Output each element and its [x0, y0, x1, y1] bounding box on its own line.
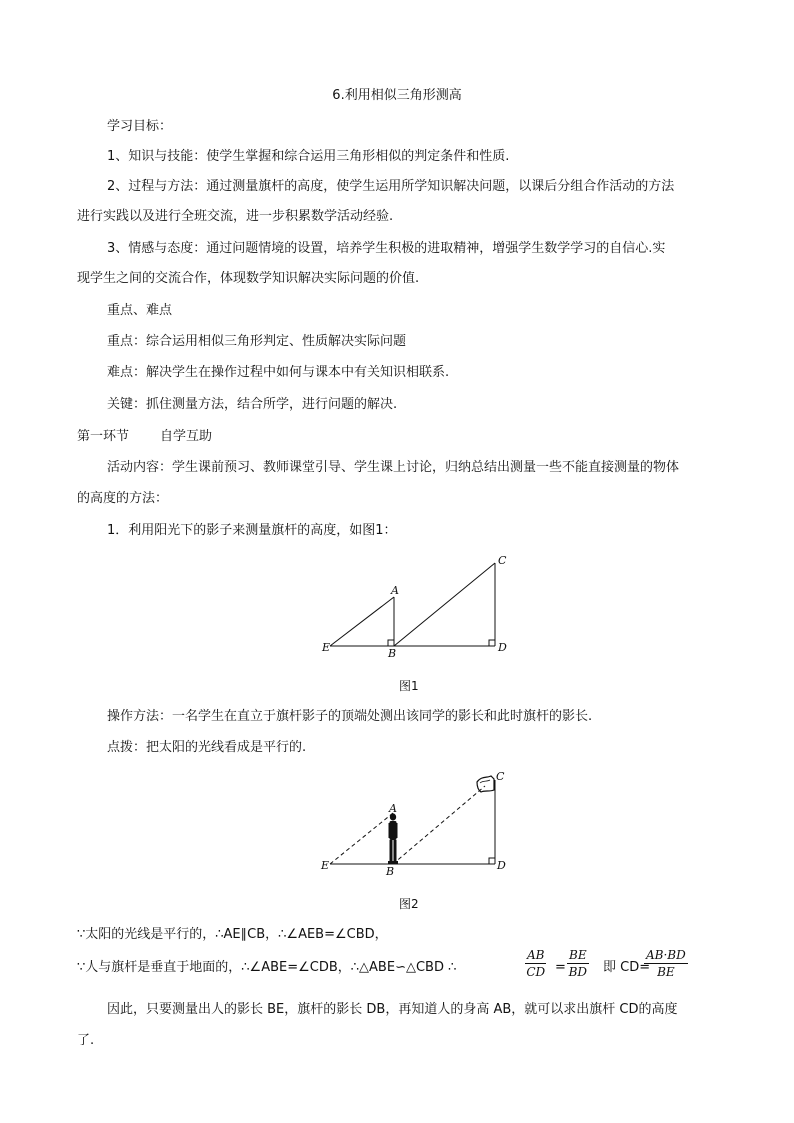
fraction-3-numerator: AB·BD — [646, 948, 686, 962]
right-angle-mark-D — [489, 858, 495, 864]
operation-method: 操作方法：一名学生在直立于旗杆影子的顶端处测出该同学的影长和此时旗杆的影长. — [107, 709, 593, 724]
segment-EA — [330, 597, 394, 646]
point-label-A: A — [391, 584, 399, 597]
point-label-C: C — [498, 554, 507, 567]
objective-item-3-line-1: 3、情感与态度：通过问题情境的设置，培养学生积极的进取精神，增强学生数学学习的自信心.实 — [107, 241, 666, 256]
point-label-A: A — [389, 802, 397, 815]
activity-line-2: 的高度的方法： — [77, 491, 169, 506]
conclusion-line-1: 因此，只要测量出人的影长 BE，旗杆的影长 DB，再知道人的身高 AB，就可以求出旗杆 CD的高度 — [107, 1002, 678, 1017]
fraction-cd-result — [644, 947, 688, 980]
sun-ray-BC — [393, 786, 485, 864]
keypoint-crux: 关键：抓住测量方法，结合所学，进行问题的解决. — [107, 397, 398, 412]
keypoint-difficulty: 难点：解决学生在操作过程中如何与课本中有关知识相联系. — [107, 365, 450, 380]
proof-line-1: ∵太阳的光线是平行的，∴AE∥CB，∴∠AEB=∠CBD， — [77, 927, 388, 942]
fraction-2-numerator: BE — [569, 948, 587, 962]
figure-1-caption: 图1 — [399, 679, 419, 693]
fraction-3-denominator: BE — [657, 965, 675, 979]
point-label-B: B — [386, 865, 395, 878]
objectives-heading: 学习目标： — [107, 119, 173, 134]
person-silhouette — [388, 813, 398, 864]
fraction-be-over-bd — [567, 947, 589, 980]
segment-BC — [394, 563, 495, 646]
sun-ray-EA — [330, 813, 393, 864]
right-angle-mark-D — [489, 640, 495, 646]
fraction-2-denominator: BD — [568, 965, 588, 979]
keypoint-key: 重点：综合运用相似三角形判定、性质解决实际问题 — [107, 334, 407, 349]
section-label: 第一环节 — [77, 429, 130, 444]
flag-fold — [480, 780, 490, 783]
objective-item-3-line-2: 现学生之间的交流合作，体现数学知识解决实际问题的价值. — [77, 271, 420, 286]
flag-shape — [477, 776, 494, 792]
method-1: 1．利用阳光下的影子来测量旗杆的高度，如图1： — [107, 523, 397, 538]
page-title: 6.利用相似三角形测高 — [332, 88, 462, 103]
point-label-D: D — [498, 641, 507, 654]
equals-sign: = — [555, 960, 566, 975]
fraction-1-numerator: AB — [527, 948, 545, 962]
objective-item-1: 1、知识与技能：使学生掌握和综合运用三角形相似的判定条件和性质. — [107, 149, 510, 164]
conclusion-line-2: 了. — [77, 1033, 95, 1048]
objective-item-2-line-2: 进行实践以及进行全班交流，进一步积累数学活动经验. — [77, 209, 394, 224]
that-is-cd-equals: 即 CD= — [603, 960, 651, 975]
objective-item-2-line-1: 2、过程与方法：通过测量旗杆的高度，使学生运用所学知识解决问题，以课后分组合作活动的方法 — [107, 179, 675, 194]
point-label-E: E — [321, 859, 330, 872]
fraction-ab-over-cd — [525, 947, 546, 980]
figure-1-diagram — [315, 550, 525, 665]
activity-line-1: 活动内容：学生课前预习、教师课堂引导、学生课上讨论，归纳总结出测量一些不能直接测量的物体 — [107, 460, 680, 475]
figure-2-diagram — [315, 768, 525, 880]
point-label-E: E — [322, 641, 331, 654]
keypoints-heading: 重点、难点 — [107, 303, 173, 318]
section-name: 自学互助 — [160, 429, 213, 444]
right-angle-mark-B — [388, 640, 394, 646]
hint: 点拨：把太阳的光线看成是平行的. — [107, 740, 307, 755]
proof-line-2-prefix: ∵人与旗杆是垂直于地面的，∴∠ABE=∠CDB，∴△ABE∽△CBD ∴ — [77, 960, 457, 975]
figure-2-caption: 图2 — [399, 897, 419, 911]
fraction-1-denominator: CD — [526, 965, 546, 979]
point-label-D: D — [497, 859, 506, 872]
point-label-B: B — [388, 647, 397, 660]
point-label-C: C — [496, 770, 505, 783]
